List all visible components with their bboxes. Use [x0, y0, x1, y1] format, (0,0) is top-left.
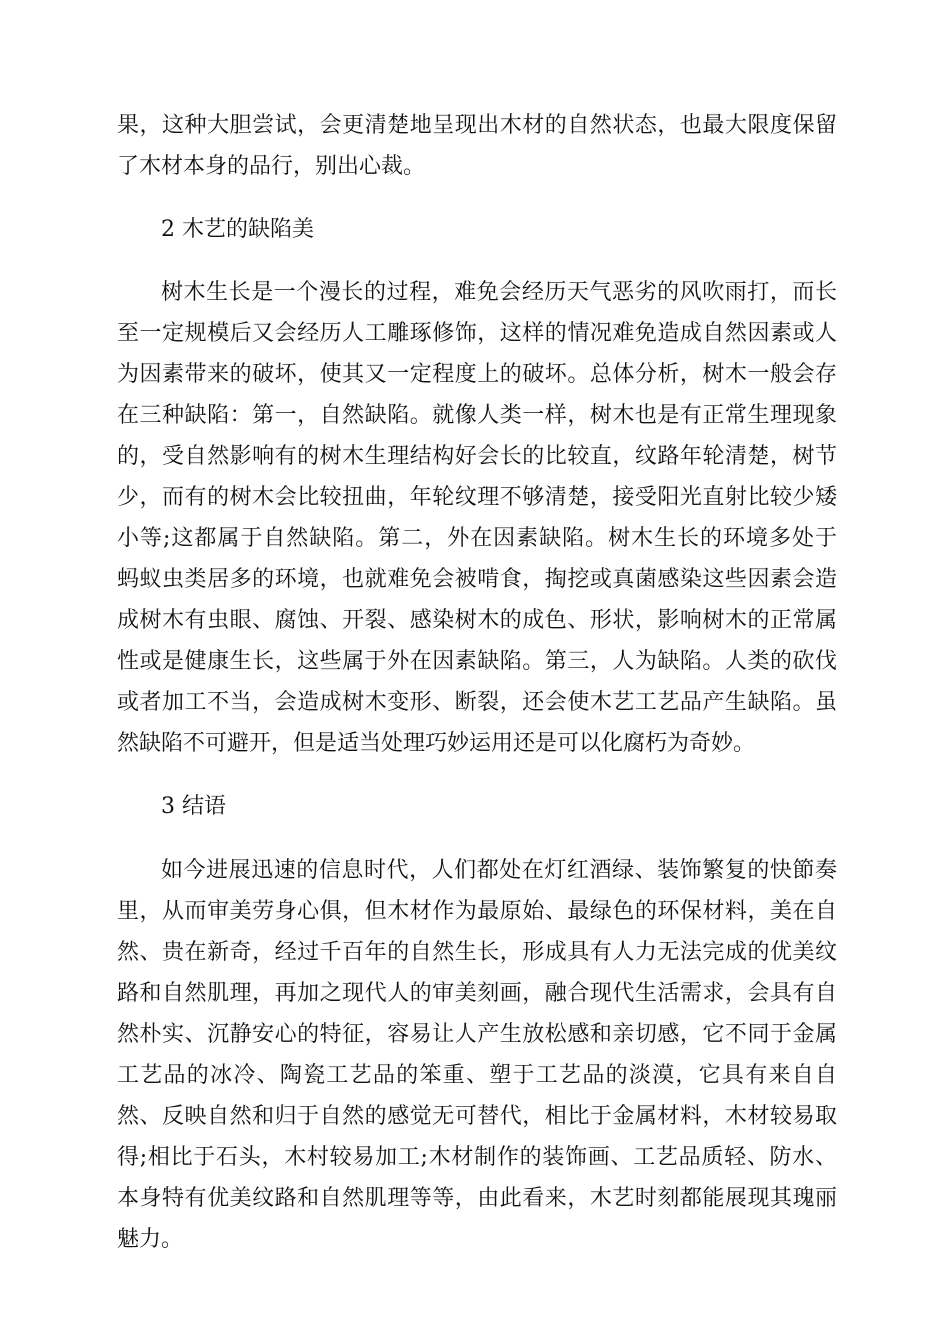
paragraph-line: 了木材本身的品行，别出心裁。: [117, 154, 426, 179]
paragraph-line: 或者加工不当，会造成树木变形、断裂，还会使木艺工艺品产生缺陷。虽: [117, 690, 837, 715]
paragraph-line: 小等;这都属于自然缺陷。第二，外在因素缺陷。树木生长的环境多处于: [117, 526, 837, 551]
paragraph-line: 然、反映自然和归于自然的感觉无可替代，相比于金属材料，木材较易取: [117, 1104, 837, 1129]
paragraph-line: 路和自然肌理，再加之现代人的审美刻画，融合现代生活需求，会具有自: [117, 981, 837, 1006]
paragraph-line: 树木生长是一个漫长的过程，难免会经历天气恶劣的风吹雨打，而长: [161, 280, 837, 305]
document-body: [117, 105, 837, 1260]
paragraph-line: 少，而有的树木会比较扭曲，年轮纹理不够清楚，接受阳光直射比较少矮: [117, 485, 837, 510]
spacer: [117, 827, 837, 850]
section-2-heading: 2 木艺的缺陷美: [161, 217, 314, 242]
paragraph-line: 然缺陷不可避开，但是适当处理巧妙运用还是可以化腐朽为奇妙。: [117, 731, 756, 756]
intro-paragraph: [117, 105, 837, 187]
paragraph-line: 然、贵在新奇，经过千百年的自然生长，形成具有人力无法完成的优美纹: [117, 940, 837, 965]
paragraph-line: 蚂蚁虫类居多的环境，也就难免会被啃食，掏挖或真菌感染这些因素会造: [117, 567, 837, 592]
paragraph-line: 成树木有虫眼、腐蚀、开裂、感染树木的成色、形状，影响树木的正常属: [117, 608, 837, 633]
paragraph-line: 性或是健康生长，这些属于外在因素缺陷。第三，人为缺陷。人类的砍伐: [117, 649, 837, 674]
spacer: [117, 250, 837, 272]
paragraph-line: 的，受自然影响有的树木生理结构好会长的比较直，纹路年轮清楚，树节: [117, 444, 837, 469]
paragraph-line: 工艺品的冰冷、陶瓷工艺品的笨重、塑于工艺品的淡漠，它具有来自自: [117, 1063, 837, 1088]
paragraph-line: 得;相比于石头，木村较易加工;木材制作的装饰画、工艺品质轻、防水、: [117, 1145, 837, 1170]
spacer: [117, 187, 837, 209]
section-3-paragraph: [117, 850, 837, 1260]
section-2-paragraph: [117, 272, 837, 764]
paragraph-line: 然朴实、沉静安心的特征，容易让人产生放松感和亲切感，它不同于金属: [117, 1022, 837, 1047]
paragraph-line: 本身特有优美纹路和自然肌理等等，由此看来，木艺时刻都能展现其瑰丽: [117, 1186, 837, 1211]
paragraph-line: 果，这种大胆尝试，会更清楚地呈现出木材的自然状态，也最大限度保留: [117, 113, 837, 138]
section-3-heading: 3 结语: [161, 794, 226, 819]
paragraph-line: 里，从而审美劳身心俱，但木材作为最原始、最绿色的环保材料，美在自: [117, 899, 837, 924]
paragraph-line: 至一定规模后又会经历人工雕琢修饰，这样的情况难免造成自然因素或人: [117, 321, 837, 346]
paragraph-line: 魅力。: [117, 1227, 184, 1252]
paragraph-line: 为因素带来的破坏，使其又一定程度上的破坏。总体分析，树木一般会存: [117, 362, 837, 387]
spacer: [117, 764, 837, 786]
paragraph-line: 如今进展迅速的信息时代，人们都处在灯红酒绿、装饰繁复的快節奏: [161, 858, 837, 883]
paragraph-line: 在三种缺陷：第一，自然缺陷。就像人类一样，树木也是有正常生理现象: [117, 403, 837, 428]
